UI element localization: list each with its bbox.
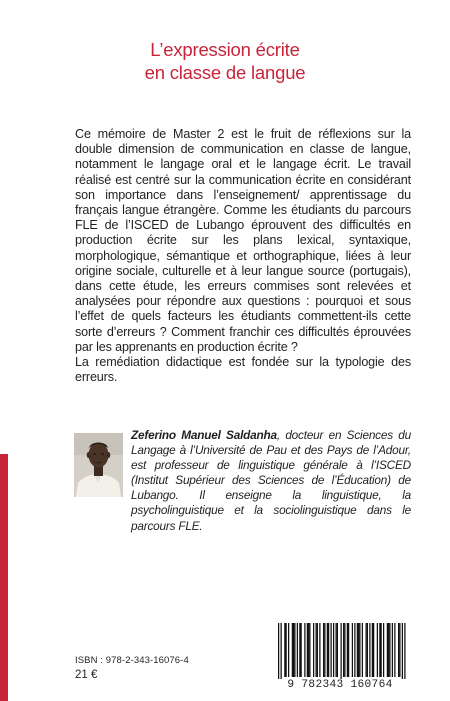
barcode-bar: [294, 623, 295, 677]
author-photo: [74, 433, 123, 497]
barcode-bar: [392, 623, 393, 677]
barcode-bar: [328, 623, 329, 677]
barcode-digits: 9 782343 160764: [287, 679, 393, 691]
barcode-bar: [344, 623, 345, 677]
barcode-bar: [398, 623, 399, 677]
barcode-bar: [402, 623, 403, 679]
barcode-bar: [288, 623, 289, 677]
summary-paragraph: Ce mémoire de Master 2 est le fruit de réflexions sur la double dimension de communication en classe de langue, notamment le langage oral et le langage écrit. Le travail réalisé est centré sur la communication écrite en considérant son importance dans l’enseignement/ apprentissage du français langue étrangère. Comme les étudiants du parcours FLE de l’ISCED de Lubango éprouvent des difficultés en production écrite sur les plans lexical, syntaxique, morphologique, sémantique et orthographique, liées à leur origine sociale, culturelle et à leur langue source (portugais), dans cette étude, les erreurs commises sont relevées et analysées pour répondre aux questions : pourquoi et sous l’effet de quels facteurs les étudiants commettent-ils cette sorte d’erreurs ? Comment franchir ces difficultés éprouvées par les apprenants en production écrite ?: [75, 127, 411, 354]
barcode-bar: [281, 623, 282, 679]
barcode-bar: [278, 623, 279, 679]
barcode-bar: [383, 623, 384, 677]
barcode-bar: [404, 623, 405, 679]
barcode-bar: [348, 623, 349, 677]
barcode-bar: [358, 623, 359, 677]
barcode-bar: [372, 623, 373, 677]
barcode-bar: [301, 623, 302, 677]
summary-paragraph: La remédiation didactique est fondée sur la typologie des erreurs.: [75, 355, 411, 385]
barcode-bar: [308, 623, 309, 677]
barcode-bar: [354, 623, 355, 677]
isbn-number: ISBN : 978-2-343-16076-4: [75, 655, 189, 666]
back-cover-summary: [75, 127, 411, 385]
author-biography: [131, 428, 411, 534]
barcode-bar: [292, 623, 293, 677]
barcode-bar: [369, 623, 370, 677]
barcode-bar: [317, 623, 318, 677]
barcode-bar: [307, 623, 308, 677]
barcode-bar: [362, 623, 363, 677]
barcode-bar: [297, 623, 298, 677]
barcode-bar: [319, 623, 320, 677]
barcode-bar: [309, 623, 310, 677]
barcode-bars: [266, 621, 414, 679]
barcode-bar: [327, 623, 328, 677]
author-name: Zeferino Manuel Saldanha: [131, 428, 277, 442]
barcode-bar: [367, 623, 368, 677]
barcode-bar: [286, 623, 287, 677]
barcode-bar: [377, 623, 378, 677]
barcode-bar: [357, 623, 358, 677]
barcode-bar: [324, 623, 325, 677]
author-bio-text: , docteur en Sciences du Langage à l’Université de Pau et des Pays de l’Adour, est professeur de linguistique générale à l’ISCED (Institut Supérieur des Sciences de l’Éducation) de Lubango. Il enseigne la linguistique, la psycholinguistique et la sociolinguistique dans le parcours FLE.: [131, 428, 411, 533]
barcode-bar: [347, 623, 348, 677]
price-label: 21 €: [75, 669, 98, 681]
barcode-bar: [336, 623, 337, 677]
barcode-bar: [381, 623, 382, 677]
barcode-bar: [331, 623, 332, 677]
spine-accent-bar: [0, 454, 8, 701]
barcode-bar: [379, 623, 380, 677]
barcode-bar: [304, 623, 305, 677]
barcode-bar: [293, 623, 294, 677]
barcode-bar: [394, 623, 395, 677]
barcode-bar: [388, 623, 389, 677]
barcode-bar: [341, 623, 342, 679]
barcode-bar: [337, 623, 338, 677]
barcode-bar: [366, 623, 367, 677]
barcode-bar: [359, 623, 360, 677]
barcode-bar: [284, 623, 285, 677]
barcode-bar: [323, 623, 324, 677]
barcode-bar: [399, 623, 400, 677]
book-title-line-2: en classe de langue: [144, 62, 306, 83]
barcode-bar: [299, 623, 300, 677]
barcode-bar: [389, 623, 390, 677]
book-title-line-1: L’expression écrite: [150, 39, 300, 60]
barcode-bar: [313, 623, 314, 677]
barcode-bar: [352, 623, 353, 677]
barcode-bar: [373, 623, 374, 677]
barcode-bar: [387, 623, 388, 677]
barcode: [266, 621, 414, 693]
barcode-bar: [343, 623, 344, 677]
barcode-bar: [333, 623, 334, 677]
barcode-bar: [316, 623, 317, 677]
